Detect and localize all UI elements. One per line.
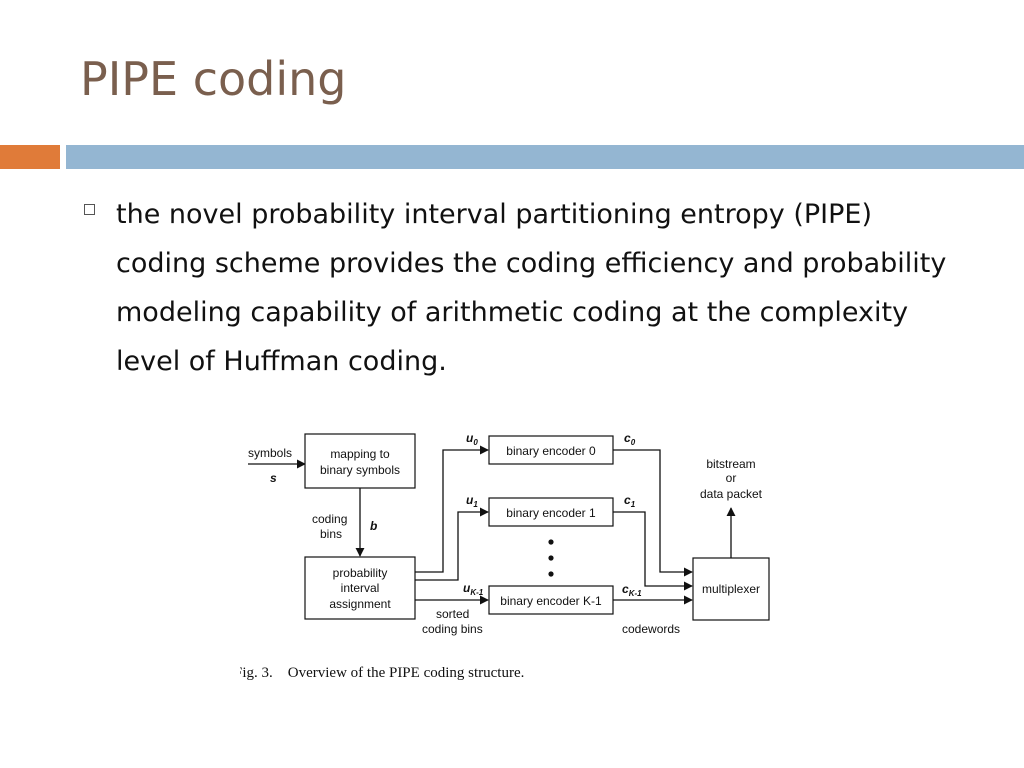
ellipsis-dot	[548, 555, 553, 560]
mapping-box	[305, 434, 415, 488]
output-label-1: bitstream	[706, 457, 756, 471]
route-c0	[613, 450, 692, 572]
u1-label: $u_1$	[466, 493, 478, 509]
mapping-label-1: mapping to	[330, 447, 390, 461]
ellipsis-dot	[548, 539, 553, 544]
sorted-label-2: coding bins	[422, 622, 483, 636]
route-u0	[415, 450, 488, 572]
c1-label: $c_1$	[624, 493, 636, 509]
bins-var: b	[370, 519, 378, 533]
uk-label: $u_{K-1}$	[463, 581, 484, 597]
bullet-text: the novel probability interval partitioning entropy (PIPE) coding scheme provides the coding efficiency and probability modeling capability of arithmetic coding at the complexity level of Huffman coding.	[116, 199, 947, 377]
assignment-label-1: probability	[332, 566, 388, 580]
figure-caption: Fig. 3. Overview of the PIPE coding structure.	[240, 665, 525, 681]
assignment-label-3: assignment	[329, 597, 391, 611]
assignment-label-2: interval	[340, 581, 380, 595]
output-label-3: data packet	[699, 487, 763, 501]
c0-label: $c_0$	[624, 431, 636, 447]
accent-bar-orange	[0, 145, 60, 169]
coding-bins-label-1: coding	[312, 512, 348, 526]
route-c1	[613, 512, 692, 586]
pipe-diagram	[240, 420, 800, 690]
input-var: s	[270, 471, 277, 485]
input-label: symbols	[248, 446, 293, 460]
encoder-0-label: binary encoder 0	[506, 444, 596, 458]
mapping-label-2: binary symbols	[319, 463, 401, 477]
output-label-2: or	[725, 471, 737, 485]
ck-label: $c_{K-1}$	[622, 582, 642, 598]
coding-bins-label-2: bins	[320, 527, 343, 541]
sorted-label-1: sorted	[436, 607, 470, 621]
route-u1	[415, 512, 488, 580]
ellipsis-dot	[548, 571, 553, 576]
multiplexer-label: multiplexer	[701, 582, 761, 596]
codewords-label: codewords	[622, 622, 681, 636]
encoder-k-label: binary encoder K-1	[500, 594, 602, 608]
bullet-square-icon	[84, 204, 95, 215]
slide-title: PIPE coding	[80, 52, 347, 106]
u0-label: $u_0$	[466, 431, 478, 447]
encoder-1-label: binary encoder 1	[506, 506, 596, 520]
accent-bar-blue	[66, 145, 1024, 169]
